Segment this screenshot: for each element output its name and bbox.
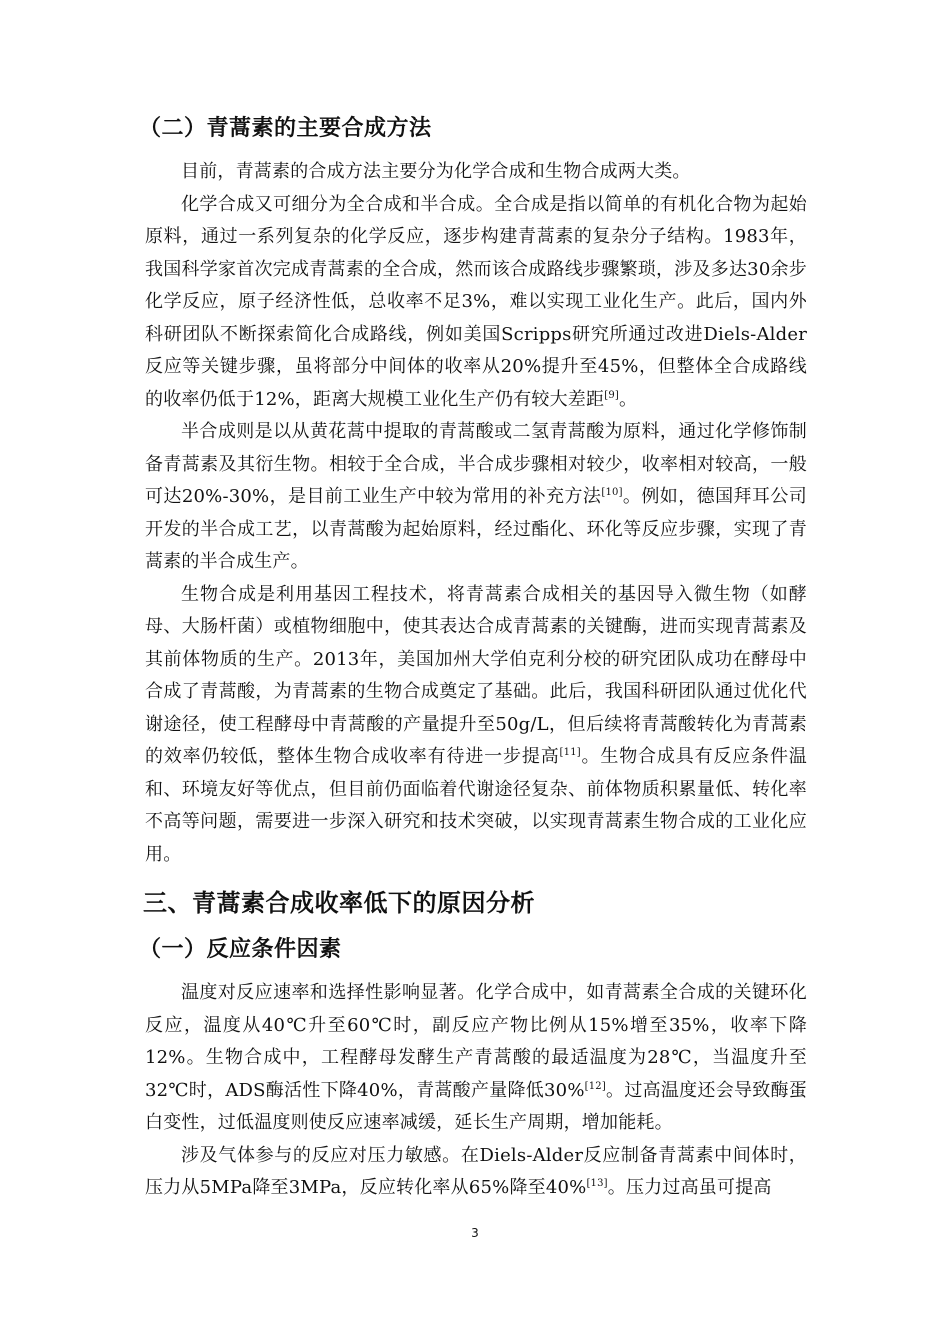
citation[interactable]: [9] [604,389,619,401]
paragraph: 生物合成是利用基因工程技术，将青蒿素合成相关的基因导入微生物（如酵母、大肠杆菌）或植物细胞中，使其表达合成青蒿素的关键酶，进而实现青蒿素及其前体物质的生产。2013年，美国加州大学伯克利分校的研究团队成功在酵母中合成了青蒿酸，为青蒿素的生物合成奠定了基础。此后，我国科研团队通过优化代谢途径，使工程酵母中青蒿酸的产量提升至50g/L，但后续将青蒿酸转化为青蒿素的效率仍较低，整体生物合成收率有待进一步提高[11]。生物合成具有反应条件温和、环境友好等优点，但目前仍面临着代谢途径复杂、前体物质积累量低、转化率不高等问题，需要进一步深入研究和技术突破，以实现青蒿素生物合成的工业化应用。 [145,583,807,865]
page-number: 3 [471,1226,479,1240]
paragraph: 温度对反应速率和选择性影响显著。化学合成中，如青蒿素全合成的关键环化反应，温度从40℃升至60℃时，副反应产物比例从15%增至35%，收率下降12%。生物合成中，工程酵母发酵生产青蒿酸的最适温度为28℃，当温度升至32℃时，ADS酶活性下降40%，青蒿酸产量降低30%[12]。过高温度还会导致酶蛋白变性，过低温度则使反应速率减缓，延长生产周期，增加能耗。 [145,982,807,1133]
paragraph: 化学合成又可细分为全合成和半合成。全合成是指以简单的有机化合物为起始原料，通过一系列复杂的化学反应，逐步构建青蒿素的复杂分子结构。1983年，我国科学家首次完成青蒿素的全合成，然而该合成路线步骤繁琐，涉及多达30余步化学反应，原子经济性低，总收率不足3%，难以实现工业化生产。此后，国内外科研团队不断探索简化合成路线，例如美国Scripps研究所通过改进Diels-Alder反应等关键步骤，虽将部分中间体的收率从20%提升至45%，但整体全合成路线的收率仍低于12%，距离大规模工业化生产仍有较大差距[9]。 [145,193,807,410]
paragraph: 涉及气体参与的反应对压力敏感。在Diels-Alder反应制备青蒿素中间体时，压力从5MPa降至3MPa，反应转化率从65%降至40%[13]。压力过高虽可提高 [145,1144,807,1198]
citation[interactable]: [10] [601,487,623,498]
citation[interactable]: [12] [584,1080,606,1092]
paragraph: 半合成则是以从黄花蒿中提取的青蒿酸或二氢青蒿酸为原料，通过化学修饰制备青蒿素及其衍生物。相较于全合成，半合成步骤相对较少，收率相对较高，一般可达20%-30%，是目前工业生产中较为常用的补充方法[10]。例如，德国拜耳公司开发的半合成工艺，以青蒿酸为起始原料，经过酯化、环化等反应步骤，实现了青蒿素的半合成生产。 [145,421,808,572]
section-heading-synthesis-methods: （二）青蒿素的主要合成方法 [139,116,432,141]
citation[interactable]: [11] [559,747,581,758]
paragraph: 目前，青蒿素的合成方法主要分为化学合成和生物合成两大类。 [181,161,691,182]
document-body [139,112,808,1205]
citation[interactable]: [13] [586,1178,608,1189]
chapter-heading-low-yield-analysis: 三、青蒿素合成收率低下的原因分析 [143,889,535,917]
section-heading-reaction-conditions: （一）反应条件因素 [139,937,342,962]
